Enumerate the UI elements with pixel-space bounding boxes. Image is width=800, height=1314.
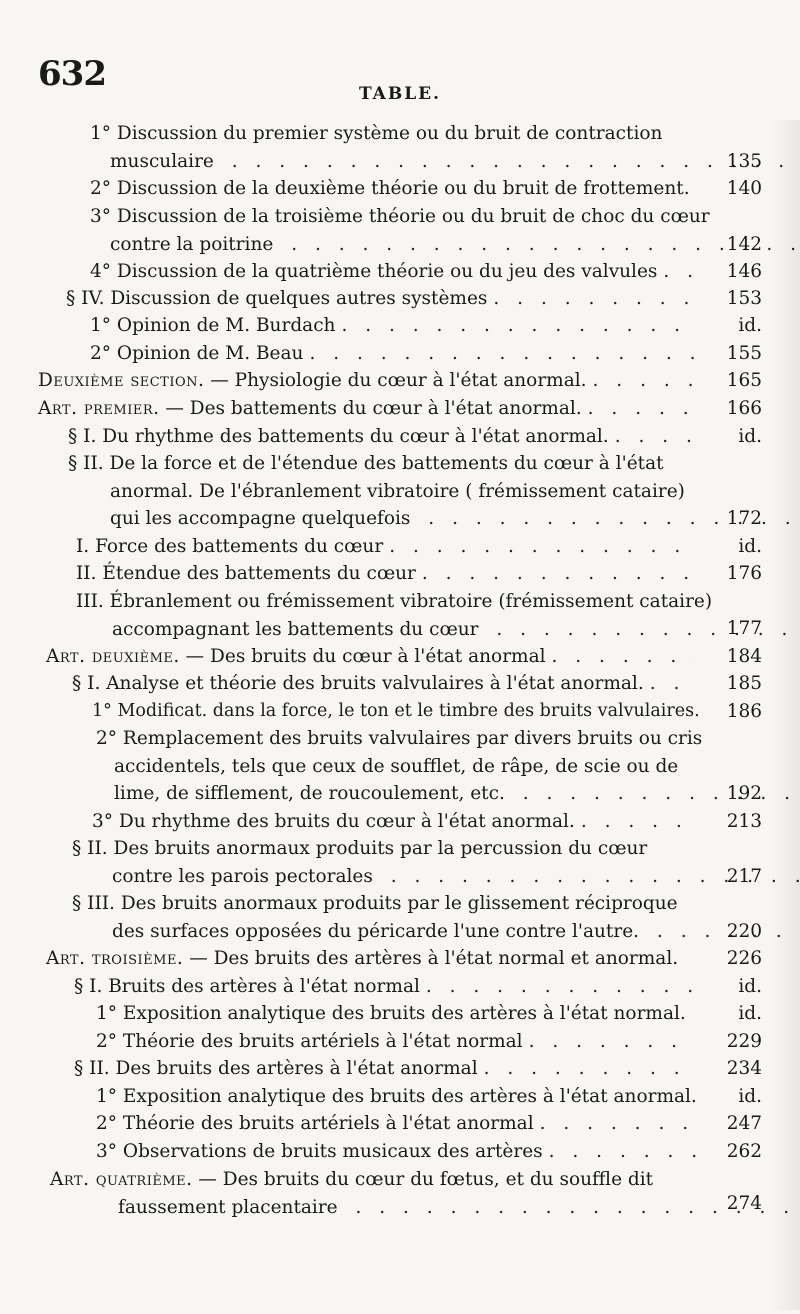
entry-text: § I. Bruits des artères à l'état normal xyxy=(74,976,420,997)
entry-text: 2° Discussion de la deuxième théorie ou du bruit de frottement. xyxy=(90,178,690,199)
dot-leader xyxy=(529,1028,696,1056)
page-ref: id. xyxy=(738,976,762,997)
dot-leader xyxy=(552,643,696,671)
page-ref: 153 xyxy=(726,288,762,309)
entry-text: 1° Exposition analytique des bruits des artères à l'état anormal. xyxy=(96,1086,697,1107)
page-ref: 217 xyxy=(726,866,762,887)
article-label: Art. premier. xyxy=(38,398,160,419)
toc-entry xyxy=(90,175,702,203)
page-ref: 146 xyxy=(726,261,762,282)
page-ref: 229 xyxy=(726,1031,762,1052)
entry-text: lime, de sifflement, de roucoulement, etc. xyxy=(114,783,505,804)
page-ref: 220 xyxy=(726,921,762,942)
page-ref: 274 xyxy=(726,1193,762,1214)
dot-leader xyxy=(279,234,800,255)
dot-leader xyxy=(389,533,696,561)
page-ref: 213 xyxy=(726,811,762,832)
toc-entry xyxy=(50,1166,702,1221)
page-ref: 155 xyxy=(726,343,762,364)
toc-entry xyxy=(92,698,704,726)
entry-leader-line xyxy=(76,616,702,644)
dot-leader xyxy=(588,395,696,423)
toc-entry xyxy=(90,120,696,175)
page-ref: 185 xyxy=(726,673,762,694)
entry-text: I. Force des battements du cœur xyxy=(76,536,384,557)
dot-leader xyxy=(309,340,696,368)
entry-text: faussement placentaire xyxy=(118,1196,338,1218)
toc-entry xyxy=(38,367,702,395)
entry-text: accompagnant les battements du cœur xyxy=(112,618,479,640)
toc-entry xyxy=(90,312,702,340)
page-ref: id. xyxy=(738,1003,762,1024)
entry-text: III. Ébranlement ou frémissement vibratoire (frémissement cataire) xyxy=(76,591,713,612)
toc-entry xyxy=(74,1055,702,1083)
page-ref: id. xyxy=(738,1086,762,1107)
toc-entry xyxy=(68,450,702,533)
dot-leader xyxy=(663,258,696,286)
entry-text: § II. De la force et de l'étendue des battements du cœur à l'état xyxy=(68,453,664,474)
toc-entry xyxy=(76,560,702,588)
entry-text: II. Étendue des battements du cœur xyxy=(76,563,416,584)
toc-entry xyxy=(72,670,702,698)
entry-title: — Des battements du cœur à l'état anormal. xyxy=(159,398,582,419)
article-label: Art. quatrième. xyxy=(50,1169,193,1190)
entry-text: 1° Opinion de M. Burdach xyxy=(90,315,336,336)
toc-entry xyxy=(46,643,702,671)
entry-text: § I. Analyse et théorie des bruits valvulaires à l'état anormal. xyxy=(72,673,644,694)
entry-title: — Physiologie du cœur à l'état anormal. xyxy=(204,370,587,391)
page-ref: id. xyxy=(738,315,762,336)
page-ref: 186 xyxy=(726,701,762,722)
running-head: TABLE. xyxy=(358,84,442,104)
entry-text: musculaire xyxy=(110,150,214,172)
entry-text: 4° Discussion de la quatrième théorie ou du jeu des valvules xyxy=(90,261,658,282)
page-ref: 142 xyxy=(726,234,762,255)
entry-leader-line xyxy=(50,1194,702,1222)
page-ref: 234 xyxy=(726,1058,762,1079)
entry-title: — Des bruits du cœur à l'état anormal xyxy=(179,646,546,667)
entry-text xyxy=(38,367,587,395)
entry-text: § II. Des bruits des artères à l'état anormal xyxy=(74,1058,478,1079)
entry-text: 3° Du rhythme des bruits du cœur à l'état anormal. xyxy=(92,811,575,832)
toc-entry xyxy=(92,725,702,808)
article-label: Art. deuxième. xyxy=(46,646,180,667)
page-ref: 165 xyxy=(726,370,762,391)
page-ref: 226 xyxy=(726,948,762,969)
toc-entry xyxy=(92,808,702,836)
entry-text: § III. Des bruits anormaux produits par le glissement réciproque xyxy=(72,893,678,914)
toc-entry xyxy=(72,835,702,890)
dot-leader xyxy=(220,151,800,172)
entry-text: 1° Discussion du premier système ou du bruit de contraction xyxy=(90,123,663,144)
dot-leader xyxy=(484,1055,696,1083)
entry-title: — Des bruits des artères à l'état normal et anormal. xyxy=(183,948,679,969)
toc-entry xyxy=(46,945,706,973)
dot-leader xyxy=(615,423,696,451)
entry-text: anormal. De l'ébranlement vibratoire ( frémissement cataire) xyxy=(110,480,685,502)
toc-entry xyxy=(90,258,702,286)
entry-text: 1° Exposition analytique des bruits des artères à l'état normal. xyxy=(96,1003,686,1024)
dot-leader xyxy=(341,312,696,340)
dot-leader xyxy=(422,560,696,588)
toc-entry xyxy=(74,973,702,1001)
dot-leader xyxy=(493,285,696,313)
page-ref: 262 xyxy=(726,1141,762,1162)
page-ref: 135 xyxy=(726,151,762,172)
page-ref: 247 xyxy=(726,1113,762,1134)
page-ref: 177 xyxy=(726,618,762,639)
entry-leader-line xyxy=(92,780,702,808)
show-through-shadow xyxy=(770,120,800,1310)
entry-text xyxy=(38,395,582,423)
toc-entry xyxy=(72,890,702,945)
entry-text: qui les accompagne quelquefois xyxy=(110,508,411,529)
toc-entry xyxy=(90,340,702,368)
entry-text xyxy=(46,945,678,973)
toc-entry xyxy=(38,395,702,423)
entry-leader-line xyxy=(90,148,696,176)
entry-leader-line xyxy=(72,863,702,891)
toc-entry xyxy=(76,533,702,561)
page-ref: 166 xyxy=(726,398,762,419)
toc-entry xyxy=(96,1110,702,1138)
dot-leader xyxy=(540,1110,696,1138)
toc-entry xyxy=(96,1138,702,1166)
entry-text: accidentels, tels que ceux de soufflet, de râpe, de scie ou de xyxy=(114,755,679,777)
page-number: 632 xyxy=(38,54,106,94)
page-ref: id. xyxy=(738,536,762,557)
dot-leader xyxy=(650,670,696,698)
entry-text: contre les parois pectorales xyxy=(112,865,373,887)
entry-text: 2° Théorie des bruits artériels à l'état anormal xyxy=(96,1113,534,1134)
entry-text: § IV. Discussion de quelques autres systèmes xyxy=(66,288,488,309)
dot-leader xyxy=(581,808,696,836)
page-ref: 176 xyxy=(726,563,762,584)
entry-text: contre la poitrine xyxy=(110,233,274,255)
entry-text: 1° Modificat. dans la force, le ton et le timbre des bruits valvulaires. xyxy=(92,701,700,721)
toc-entry xyxy=(96,1083,706,1111)
dot-leader xyxy=(426,973,696,1001)
toc-entry xyxy=(90,203,710,258)
entry-text: § I. Du rhythme des battements du cœur à l'état anormal. xyxy=(68,426,609,447)
entry-text xyxy=(46,643,546,671)
dot-leader xyxy=(549,1138,696,1166)
page-ref: 184 xyxy=(726,646,762,667)
page-ref: 192 xyxy=(726,783,762,804)
toc-entry xyxy=(68,423,702,451)
entry-title: — Des bruits du cœur du fœtus, et du souffle dit xyxy=(192,1169,654,1190)
page-ref: 140 xyxy=(726,178,762,199)
page-ref: 172 xyxy=(726,508,762,529)
toc-entry xyxy=(66,285,702,313)
entry-text: 3° Discussion de la troisième théorie ou du bruit de choc du cœur xyxy=(90,206,710,227)
section-label: Deuxième section. xyxy=(38,370,205,391)
entry-leader-line xyxy=(90,231,702,259)
entry-text xyxy=(50,1166,702,1194)
entry-text: § II. Des bruits anormaux produits par la percussion du cœur xyxy=(72,838,648,859)
article-label: Art. troisième. xyxy=(46,948,184,969)
entry-text: 3° Observations de bruits musicaux des artères xyxy=(96,1141,543,1162)
toc-entry xyxy=(76,588,713,643)
dot-leader xyxy=(645,921,800,942)
entry-text: 2° Remplacement des bruits valvulaires par divers bruits ou cris xyxy=(96,728,703,749)
entry-leader-line xyxy=(72,918,702,946)
entry-leader-line xyxy=(68,505,702,533)
toc-entry xyxy=(96,1000,706,1028)
toc-entry xyxy=(96,1028,702,1056)
entry-text: 2° Théorie des bruits artériels à l'état normal xyxy=(96,1031,523,1052)
page-ref: id. xyxy=(738,426,762,447)
entry-text: des surfaces opposées du péricarde l'une contre l'autre. xyxy=(112,920,640,942)
entry-text: 2° Opinion de M. Beau xyxy=(90,343,304,364)
dot-leader xyxy=(593,367,696,395)
